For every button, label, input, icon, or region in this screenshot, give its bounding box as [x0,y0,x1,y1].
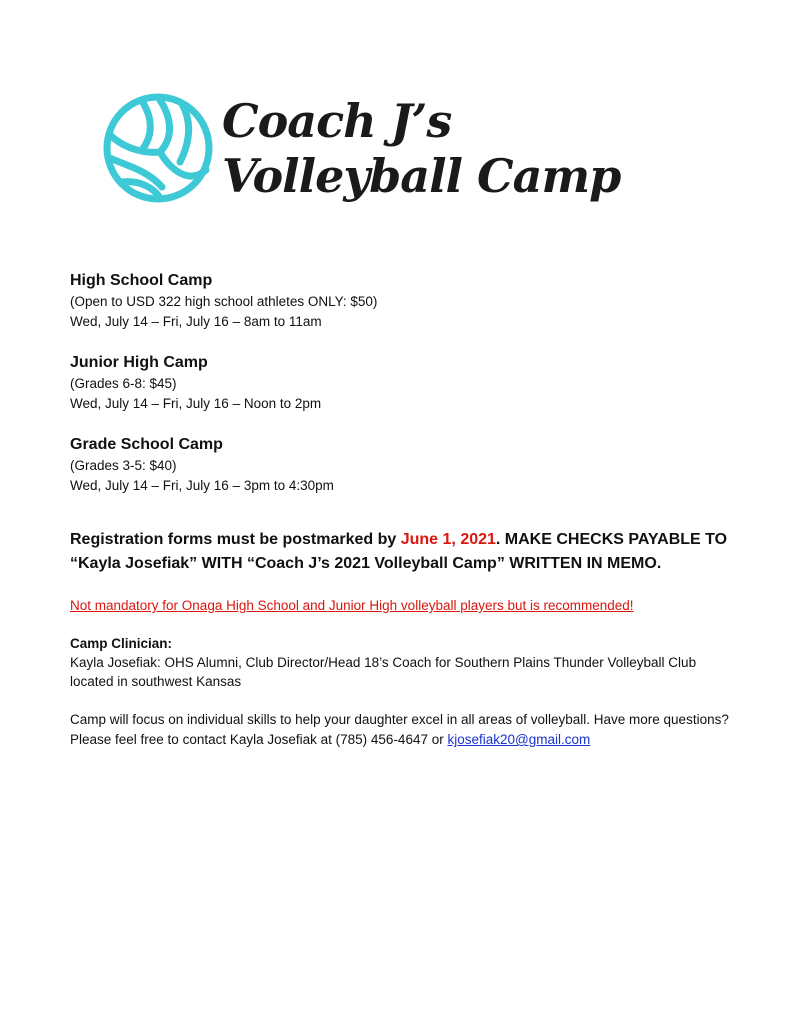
contact-email-link[interactable]: kjosefiak20@gmail.com [447,732,591,747]
camp-section-high-school [70,270,730,332]
registration-deadline: June 1, 2021 [400,531,496,548]
camp-section-grade-school [70,434,730,496]
clinician-heading: Camp Clinician: [70,636,173,651]
camp-title: Junior High Camp [70,354,208,371]
camp-detail: (Grades 6-8: $45) [70,376,177,391]
camp-focus-paragraph [70,710,730,750]
volleyball-icon [102,92,214,204]
camp-schedule: Wed, July 14 – Fri, July 16 – Noon to 2pm [70,396,322,411]
camp-detail: (Grades 3-5: $40) [70,458,177,473]
logo-title-line2: Volleyball Camp [222,149,621,203]
registration-suffix: . MAKE CHECKS PAYABLE TO “Kayla Josefiak” WITH “Coach J’s 2021 Volleyball Camp” WRITTEN IN MEMO. [70,531,728,572]
camp-detail: (Open to USD 322 high school athletes ONLY: $50) [70,294,378,309]
recommendation-note: Not mandatory for Onaga High School and Junior High volleyball players but is recommended! [70,598,634,613]
camp-clinician [70,634,730,691]
logo-title [222,94,620,204]
camp-schedule: Wed, July 14 – Fri, July 16 – 8am to 11am [70,314,322,329]
registration-prefix: Registration forms must be postmarked by [70,531,401,548]
camp-title: Grade School Camp [70,436,223,453]
camp-logo [100,90,621,230]
camp-title: High School Camp [70,272,213,289]
focus-text: Camp will focus on individual skills to help your daughter excel in all areas of volleyball. Have more questions? Please feel free to contact Kayla Josefiak at (785) 456-4647 or [70,712,729,747]
flyer-content [70,270,730,750]
logo-title-line1: Coach J’s [222,94,452,148]
clinician-bio: Kayla Josefiak: OHS Alumni, Club Director/Head 18’s Coach for Southern Plains Thunder Volleyball Club located in southwest Kansas [70,655,697,689]
registration-notice [70,528,730,576]
camp-schedule: Wed, July 14 – Fri, July 16 – 3pm to 4:30pm [70,478,334,493]
camp-section-junior-high [70,352,730,414]
